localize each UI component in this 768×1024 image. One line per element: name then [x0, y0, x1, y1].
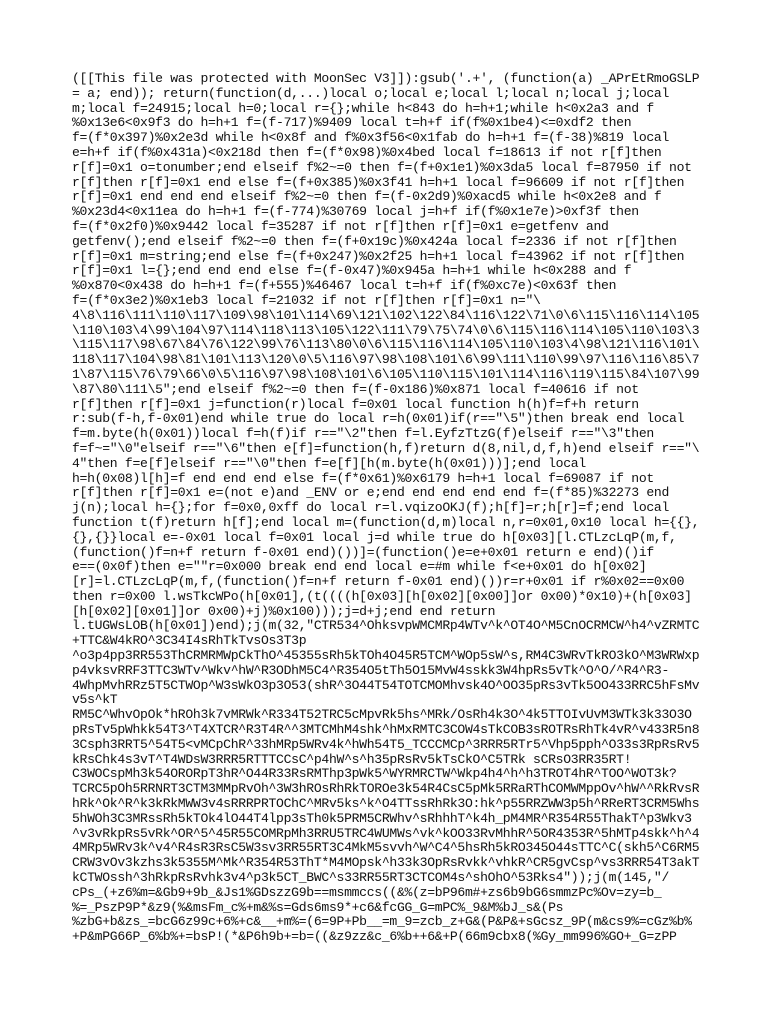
obfuscated-lua-code: ([[This file was protected with MoonSec V3]]):gsub('.+', (function(a) _APrEtRmoGSLP = a; end)); return(function(d,...)local o;local e;local l;local n;local j;local m;local f=24915;local h=0;local r={};while h<843 do h=h+1;while h<0x2a3 and f %0x13e6<0x9f3 do h=h+1 f=(f-717)%9409 local t=h+f if(f%0x1be4)<=0xdf2 then f=(f*0x397)%0x2e3d while h<0x8f and f%0x3f56<0x1fab do h=h+1 f=(f-38)%819 local e=h+f if(f%0x431a)<0x218d then f=(f*0x98)%0x4bed local f=18613 if not r[f]then r[f]=0x1 o=tonumber;end elseif f%2~=0 then f=(f+0x1e1)%0x3da5 local f=87950 if not r[f]then r[f]=0x1 end else f=(f+0x385)%0x3f41 h=h+1 local f=96609 if not r[f]then r[f]=0x1 end end end elseif f%2~=0 then f=(f-0x2d9)%0xacd5 while h<0x2e8 and f %0x23d4<0x11ea do h=h+1 f=(f-774)%30769 local j=h+f if(f%0x1e7e)>0xf3f then f=(f*0x2f0)%0x9442 local f=35287 if not r[f]then r[f]=0x1 e=getfenv and getfenv();end elseif f%2~=0 then f=(f+0x19c)%0x424a local f=2336 if not r[f]then r[f]=0x1 m=string;end else f=(f+0x247)%0x2f25 h=h+1 local f=43962 if not r[f]then r[f]=0x1 l={};end end end else f=(f-0x47)%0x945a h=h+1 while h<0x288 and f %0x870<0x438 do h=h+1 f=(f+555)%46467 local t=h+f if(f%0xc7e)<0x63f then f=(f*0x3e2)%0x1eb3 local f=21032 if not r[f]then r[f]=0x1 n="\ 4\8\116\111\110\117\109\98\101\114\69\121\102\122\84\116\122\71\0\6\115\116\114\105 \110\103\4\99\104\97\114\118\113\105\122\111\79\75\74\0\6\115\116\114\105\110\103\3 \115\117\98\67\84\76\122\99\76\113\80\0\6\115\116\114\105\110\103\4\98\121\116\101\ 118\117\104\98\81\101\113\120\0\5\116\97\98\108\101\6\99\111\110\99\97\116\116\85\7 1\87\115\76\79\66\0\5\116\97\98\108\101\6\105\110\115\101\114\116\119\115\84\107\99 \87\80\111\5";end elseif f%2~=0 then f=(f-0x186)%0x871 local f=40616 if not r[f]then r[f]=0x1 j=function(r)local f=0x01 local function h(h)f=f+h return r:sub(f-h,f-0x01)end while true do local r=h(0x01)if(r=="\5")then break end local f=m.byte(h(0x01))local f=h(f)if r=="\2"then f=l.EyfzTtzG(f)elseif r=="\3"then f=f~="\0"elseif r=="\6"then e[f]=function(h,f)return d(8,nil,d,f,h)end elseif r=="\ 4"then f=e[f]elseif r=="\0"then f=e[f][h(m.byte(h(0x01)))];end local h=h(0x08)l[h]=f end end end else f=(f*0x61)%0x6179 h=h+1 local f=69087 if not r[f]then r[f]=0x1 e=(not e)and _ENV or e;end end end end end f=(f*85)%32273 end j(n);local h={};for f=0x0,0xff do local r=l.vqizoOKJ(f);h[f]=r;h[r]=f;end local function t(f)return h[f];end local m=(function(d,m)local n,r=0x01,0x10 local h={{}, {},{}}local e=-0x01 local f=0x01 local j=d while true do h[0x03][l.CTLzcLqP(m,f, (function()f=n+f return f-0x01 end)())]=(function()e=e+0x01 return e end)()if e==(0x0f)then e=""r=0x000 break end end local e=#m while f<e+0x01 do h[0x02] [r]=l.CTLzcLqP(m,f,(function()f=n+f return f-0x01 end)())r=r+0x01 if r%0x02==0x00 then r=0x00 l.wsTkcWPo(h[0x01],(t((((h[0x03][h[0x02][0x00]]or 0x00)*0x10)+(h[0x03] [h[0x02][0x01]]or 0x00)+j)%0x100)));j=d+j;end end return l.tUGWsLOB(h[0x01])end);j(m(32,"CTR534^OhksvpWMCMRp4WTv^k^OT4O^M5CnOCRMCW^h4^vZRMTC +TTC&W4kRO^3C34I4sRhTkTvsOs3T3p ^o3p4pp3RR553ThCRMRMWpCkThO^45355sRh5kTOh4O45R5TCM^WOp5sW^s,RM4C3WRvTkRO3kO^M3WRWxp p4vksvRRF3TTC3WTv^Wkv^hW^R3ODhM5C4^R354O5tTh5O15MvW4sskk3W4hpRs5vTk^O^O/^R4^R3- 4WhpMvhRRz5T5CTWOp^W3sWkO3p3O53(shR^3O44T54TOTCMOMhvsk4O^OO35pRs3vTk5OO433RRC5hFsMv v5s^kT RM5C^WhvOpOk*hROh3k7vMRWk^R334T52TRC5cMpvRk5hs^MRk/OsRh4k3O^4k5TTOIvUvM3WTk3k33O3O pRsTv5pWhkk54T3^T4XTCR^R3T4R^^3MTCMhM4shk^hMxRMTC3COW4sTkCOB3sROTRsRhTk4vR^v433R5n8 3Csph3RRT5^54T5<vMCpChR^33hMRp5WRv4k^hWh54T5_TCCCMCp^3RRR5RTr5^Vhp5pph^O33s3RpRsRv5 kRsChk4s3vT^T4WDsW3RRR5RTTTCCsC^p4hW^s^h35pRsRv5kTsCkO^C5TRk sCRsO3RR35RT! C3WOCspMh3k54ORORpT3hR^O44R33RsRMThp3pWk5^WYRMRCTW^Wkp4h4^h^h3TROT4hR^TOO^WOT3k? TCRC5pOh5RRNRT3CTM3MMpRvOh^3W3hROsRhRkTOROe3k54R4CsC5pMk5RRaRThCOMWMppOv^hW^^RkRvsR hRk^Ok^R^k3kRkMWW3v4sRRRPRTOChC^MRv5ks^k^O4TTssRhRk3O:hk^p55RRZWW3p5h^RReRT3CRM5Whs 5hWOh3C3MRssRh5kTOk4lO44T4lpp3sTh0k5PRM5CRWhv^sRhhhT^k4h_pM4MR^R354R55ThakT^p3Wkv3 ^v3vRkpRs5vRk^OR^5^45R55COMRpMh3RRU5TRC4WUMWs^vk^kOO33RvMhhR^5OR4353R^5hMTp4skk^h^4 4MRp5WRv3k^v4^R4sR3RsC5W3sv3RR55RT3C4MkM5svvh^W^C4^5hsRh5kRO345O44sTTC^C(skh5^C6RM5 CRW3vOv3kzhs3k5355M^Mk^R354R53ThT*M4MOpsk^h33k3OpRsRvkk^vhkR^CR5gvCsp^vs3RRR54T3akT kCTWOssh^3hRkpRsRvhk3v4^p3k5CT_BWC^s33RR55RT3CTCOM4s^shOhO^53Rks4"));j(m(145,"/ cPs_(+z6%m=&Gb9+9b_&Js1%GDszzG9b==msmmccs((&%(z=bP96m#+zs6b9bG6smmzPc%Ov=zy=b_ %=_PszP9P*&z9(%&msFm_c%+m&%s=Gds6ms9*+c6&fcGG_G=mPC%_9&M%bJ_s&(Ps %zbG+b&zs_=bcG6z99c+6%+c&__+m%=(6=9P+Pb__=m_9=zcb_z+G&(P&P&+sGcsz_9P(m&cs9%=cGz%b% +P&mPG66P_6%b%+=bsP!(*&P6h9b+=b=((&z9zz&c_6%b++6&+P(66m9cbx8(%Gy_mm996%GO+_G=zPP — [72, 71, 700, 945]
